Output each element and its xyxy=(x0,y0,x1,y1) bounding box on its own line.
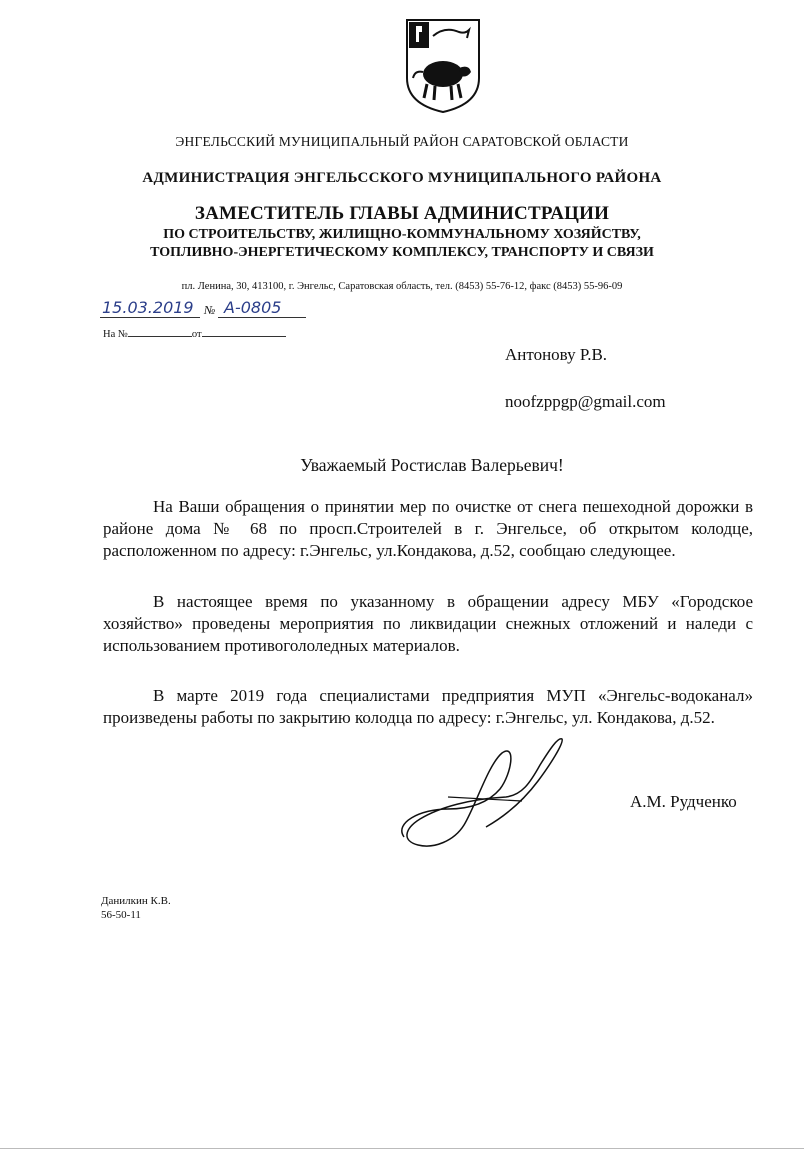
executor-phone: 56-50-11 xyxy=(101,909,141,921)
recipient-name: Антонову Р.В. xyxy=(505,345,608,364)
address-line: пл. Ленина, 30, 413100, г. Энгельс, Саратовская область, тел. (8453) 55-76-12, факс (8453) 55-96-09 xyxy=(181,281,623,292)
org-administration: АДМИНИСТРАЦИЯ ЭНГЕЛЬССКОГО МУНИЦИПАЛЬНОГО РАЙОНА xyxy=(142,170,662,186)
reply-no-label: На № xyxy=(103,329,128,340)
deputy-title: ЗАМЕСТИТЕЛЬ ГЛАВЫ АДМИНИСТРАЦИИ xyxy=(194,203,610,224)
outgoing-number-label: № xyxy=(204,303,216,317)
recipient-email: noofzppgp@gmail.com xyxy=(505,392,666,411)
page-bottom-edge xyxy=(0,1148,804,1149)
deputy-subtitle-2: ТОПЛИВНО-ЭНЕРГЕТИЧЕСКОМУ КОМПЛЕКСУ, ТРАНСПОРТУ И СВЯЗИ xyxy=(150,245,654,260)
coat-of-arms-icon xyxy=(403,16,483,116)
org-district: ЭНГЕЛЬССКИЙ МУНИЦИПАЛЬНЫЙ РАЙОН САРАТОВСКОЙ ОБЛАСТИ xyxy=(175,134,629,149)
reply-from-label: от xyxy=(191,329,202,340)
deputy-subtitle-1: ПО СТРОИТЕЛЬСТВУ, ЖИЛИЩНО-КОММУНАЛЬНОМУ ХОЗЯЙСТВУ, xyxy=(163,227,641,242)
outgoing-reference xyxy=(100,297,340,321)
outgoing-number: А-0805 xyxy=(224,298,282,317)
body-paragraph-2: В настоящее время по указанному в обращении адресу МБУ «Городское хозяйство» проведены мероприятия по ликвидации снежных отложений и наледи с использованием противогололедных материалов. xyxy=(103,592,753,655)
salutation: Уважаемый Ростислав Валерьевич! xyxy=(300,455,564,475)
executor-name: Данилкин К.В. xyxy=(101,895,171,907)
body-paragraph-1: На Ваши обращения о принятии мер по очистке от снега пешеходной дорожки в районе дома № 68 по просп.Строителей в г. Энгельсе, об открытом колодце, расположенном по адресу: г.Энгельс, ул.Кондакова, д.52, сообщаю следующее. xyxy=(103,497,753,560)
signature-icon xyxy=(390,725,630,855)
reply-reference xyxy=(103,329,286,340)
signer-name: А.М. Рудченко xyxy=(630,792,737,811)
outgoing-date: 15.03.2019 xyxy=(102,298,194,317)
body-paragraph-3: В марте 2019 года специалистами предприятия МУП «Энгельс-водоканал» произведены работы по закрытию колодца по адресу: г.Энгельс, ул. Кондакова, д.52. xyxy=(103,686,753,727)
